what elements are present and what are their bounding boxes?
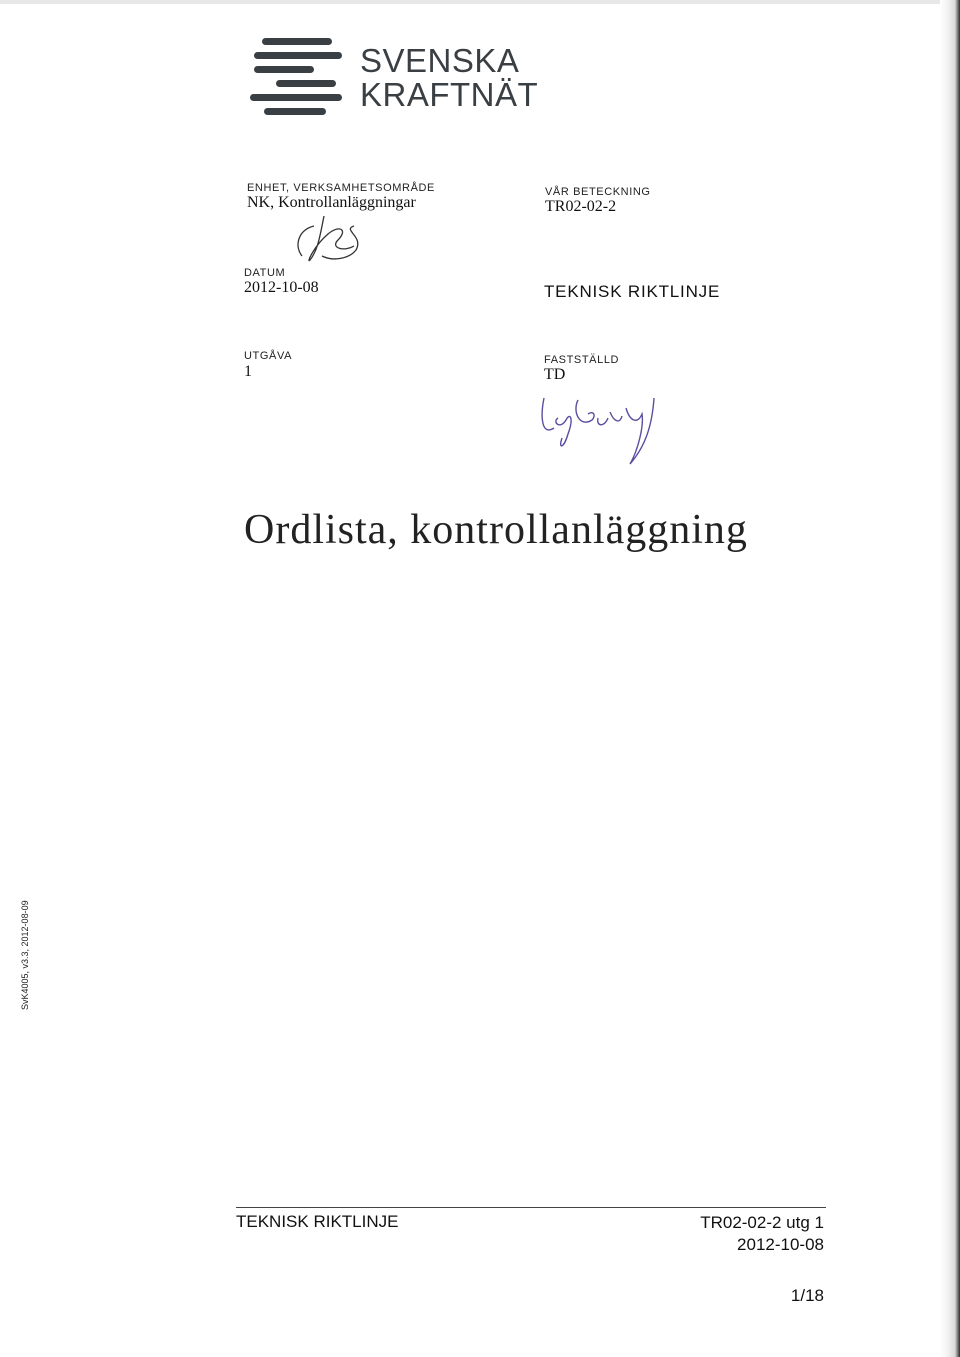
logo-line-2: KRAFTNÄT: [360, 76, 539, 113]
footer-reference-edition: TR02-02-2 utg 1: [700, 1213, 824, 1232]
footer-divider: [236, 1207, 826, 1208]
reference-value: TR02-02-2: [545, 198, 617, 215]
footer-document-type: TEKNISK RIKTLINJE: [236, 1212, 399, 1231]
logo-line-1: SVENSKA: [360, 42, 520, 79]
logo-stripes-icon: [248, 34, 348, 124]
template-version-code: SvK4005, v3.3, 2012-08-09: [20, 900, 30, 1010]
edition-label: UTGÅVA: [244, 350, 293, 362]
logo-wordmark: [360, 44, 538, 112]
initials-signature: [284, 206, 374, 270]
date-label: DATUM: [244, 267, 286, 279]
footer-reference-block: [700, 1212, 824, 1256]
approved-value: TD: [544, 366, 566, 383]
footer-date: 2012-10-08: [737, 1235, 824, 1254]
unit-value: NK, Kontrollanläggningar: [247, 194, 416, 211]
svenska-kraftnat-logo: [248, 34, 548, 124]
approved-label: FASTSTÄLLD: [544, 354, 620, 366]
unit-label: ENHET, VERKSAMHETSOMRÅDE: [247, 182, 435, 194]
edition-value: 1: [244, 363, 252, 380]
scan-edge-right: [940, 0, 960, 1357]
scan-edge-top: [0, 0, 960, 4]
date-value: 2012-10-08: [244, 279, 319, 296]
document-type: TEKNISK RIKTLINJE: [544, 282, 721, 301]
reference-label: VÅR BETECKNING: [545, 186, 651, 198]
approval-signature: [534, 378, 674, 468]
page-number: 1/18: [790, 1286, 824, 1305]
document-title: Ordlista, kontrollanläggning: [244, 507, 748, 553]
